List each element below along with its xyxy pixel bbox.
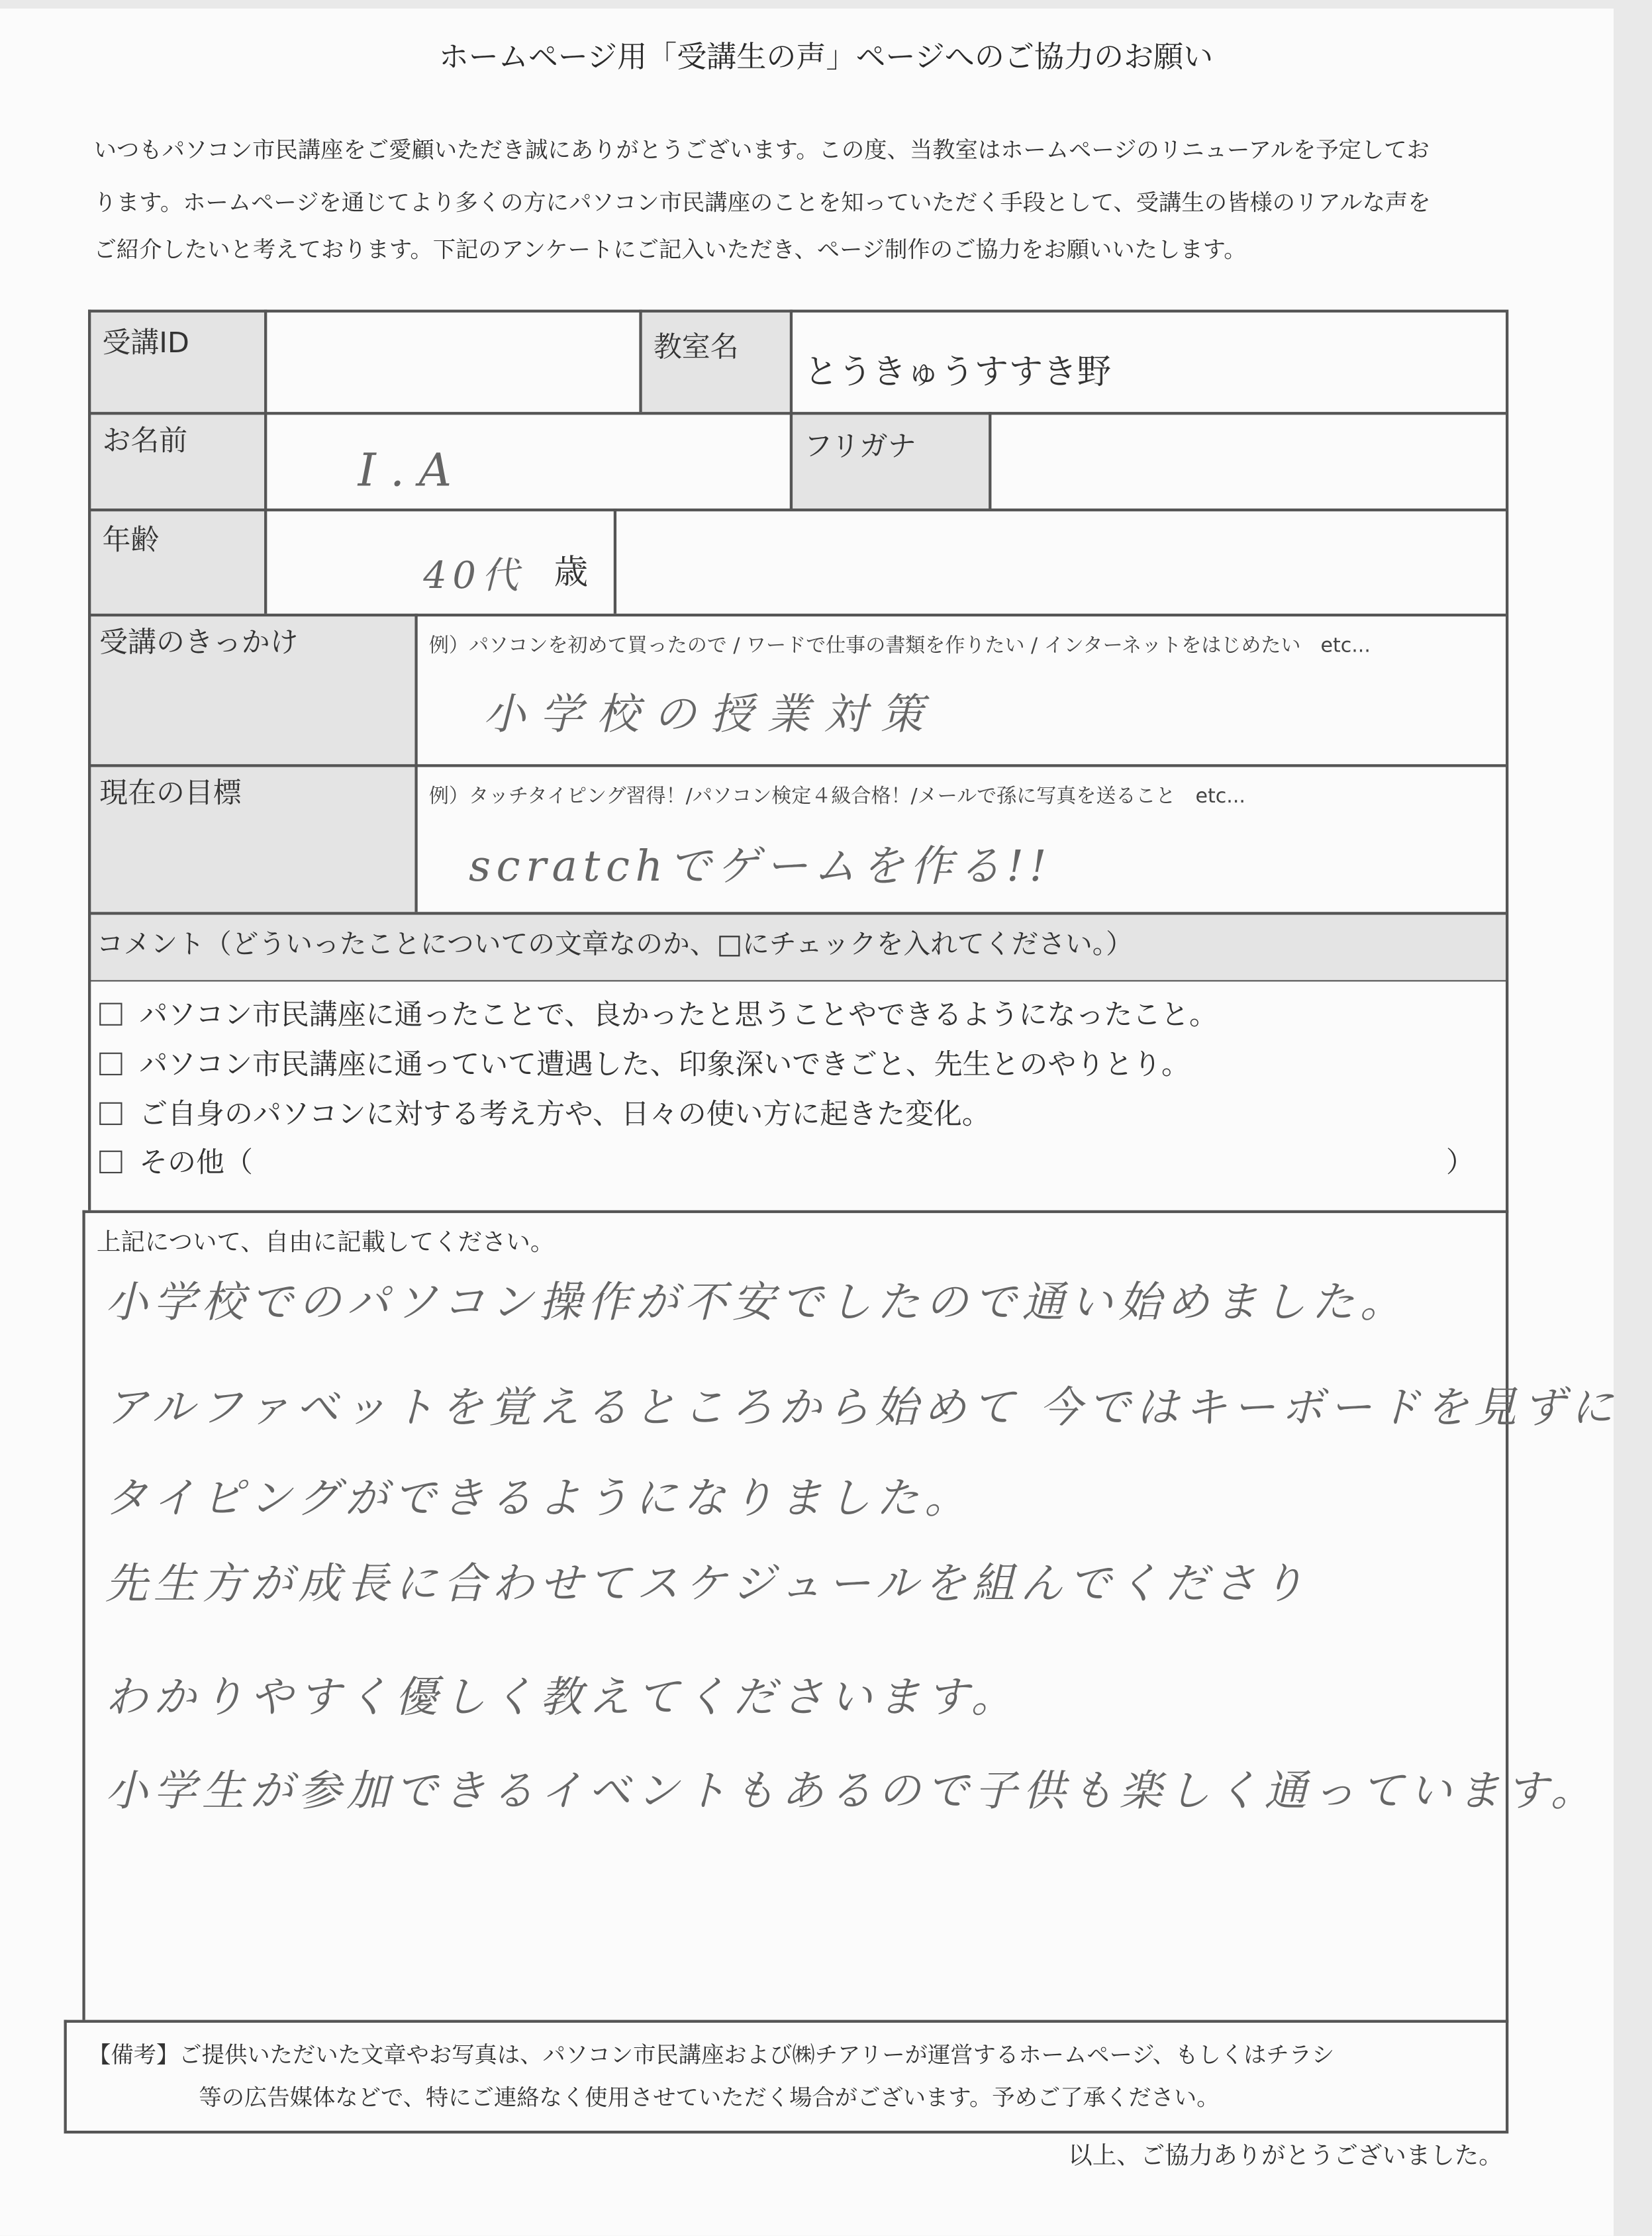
checkbox-label: ご自身のパソコンに対する考え方や、日々の使い方に起きた変化。 xyxy=(139,1096,991,1131)
classroom-field[interactable]: とうきゅうすすき野 xyxy=(804,352,1112,393)
rule xyxy=(88,310,91,1210)
remarks-line-2: 等の広告媒体などで、特にご連絡なく使用させていただく場合がございます。予めご了承ください。 xyxy=(199,2084,1220,2111)
checkbox-icon[interactable] xyxy=(99,1003,122,1026)
goal-example: 例）タッチタイピング習得！/パソコン検定４級合格！/メールで孫に写真を送ること etc... xyxy=(428,785,1245,808)
rule xyxy=(64,2020,66,2131)
rule xyxy=(64,2131,1509,2133)
checkbox-label: パソコン市民講座に通ったことで、良かったと思うことやできるようになったこと。 xyxy=(139,997,1218,1032)
rule xyxy=(82,1210,1508,1212)
other-close-paren: ） xyxy=(1445,1145,1475,1179)
page-title: ホームページ用「受講生の声」ページへのご協力のお願い xyxy=(438,40,1214,74)
free-text-line-2[interactable]: アルファベットを覚えるところから始めて 今ではキーボードを見ずに xyxy=(105,1383,1620,1434)
rule xyxy=(88,509,1506,510)
rule xyxy=(414,614,416,912)
checkbox-option-3[interactable] xyxy=(99,1091,991,1132)
rule xyxy=(264,310,266,614)
checkbox-label: パソコン市民講座に通っていて遭遇した、印象深いできごと、先生とのやりとり。 xyxy=(139,1047,1190,1081)
student-id-label: 受講ID xyxy=(102,325,189,360)
rule xyxy=(88,310,1506,313)
remarks-line-1: 【備考】ご提供いただいた文章やお写真は、パソコン市民講座および㈱チアリーが運営するホームページ、もしくはチラシ xyxy=(88,2041,1335,2068)
checkbox-option-other[interactable] xyxy=(99,1140,253,1181)
rule xyxy=(64,2020,1509,2022)
rule xyxy=(639,310,641,412)
checkbox-option-1[interactable] xyxy=(99,991,1218,1032)
comment-header: コメント（どういったことについての文章なのか、□にチェックを入れてください。） xyxy=(96,929,1133,961)
classroom-label: 教室名 xyxy=(653,329,739,364)
age-field[interactable]: 40代 xyxy=(423,555,524,599)
intro-line-1: いつもパソコン市民講座をご愛顧いただき誠にありがとうございます。この度、当教室はホームページのリニューアルを予定してお xyxy=(93,136,1430,164)
age-unit: 歳 xyxy=(554,552,589,593)
checkbox-label: その他（ xyxy=(139,1145,253,1179)
intro-line-2: ります。ホームページを通じてより多くの方にパソコン市民講座のことを知っていただく手段として、受講生の皆様のリアルな声を xyxy=(93,189,1431,217)
rule xyxy=(989,412,991,509)
rule xyxy=(614,509,616,614)
rule xyxy=(88,614,1506,616)
free-text-line-3[interactable]: タイピングができるようになりました。 xyxy=(105,1474,973,1524)
goal-label: 現在の目標 xyxy=(99,775,242,810)
rule xyxy=(88,980,1506,981)
free-text-line-6[interactable]: 小学生が参加できるイベントもあるので子供も楽しく通っています。 xyxy=(105,1767,1599,1817)
rule xyxy=(1506,310,1508,2131)
free-text-line-4[interactable]: 先生方が成長に合わせてスケジュールを組んでくださり xyxy=(105,1559,1310,1610)
checkbox-icon[interactable] xyxy=(99,1053,122,1075)
age-label: 年齢 xyxy=(102,522,160,557)
rule xyxy=(82,1210,84,2020)
rule xyxy=(790,310,792,509)
goal-field[interactable]: scratchでゲームを作る!! xyxy=(468,842,1053,893)
free-text-label: 上記について、自由に記載してください。 xyxy=(96,1228,555,1257)
motivation-field[interactable]: 小学校の授業対策 xyxy=(483,690,938,740)
checkbox-option-2[interactable] xyxy=(99,1042,1190,1083)
name-label: お名前 xyxy=(102,423,188,458)
name-field[interactable]: I.A xyxy=(358,443,466,497)
checkbox-icon[interactable] xyxy=(99,1151,122,1173)
motivation-example: 例）パソコンを初めて買ったので / ワードで仕事の書類を作りたい / インターネットをはじめたい etc... xyxy=(428,634,1371,658)
free-text-line-5[interactable]: わかりやすく優しく教えてくださいます。 xyxy=(105,1673,1020,1724)
checkbox-icon[interactable] xyxy=(99,1102,122,1125)
rule xyxy=(88,912,1506,914)
closing-text: 以上、ご協力ありがとうございました。 xyxy=(1068,2142,1503,2171)
motivation-label: 受講のきっかけ xyxy=(99,624,299,659)
furigana-label: フリガナ xyxy=(804,428,916,463)
intro-line-3: ご紹介したいと考えております。下記のアンケートにご記入いただき、ページ制作のご協力をお願いいたします。 xyxy=(93,236,1247,263)
free-text-line-1[interactable]: 小学校でのパソコン操作が不安でしたので通い始めました。 xyxy=(105,1278,1408,1328)
rule xyxy=(88,412,1506,414)
rule xyxy=(88,764,1506,766)
